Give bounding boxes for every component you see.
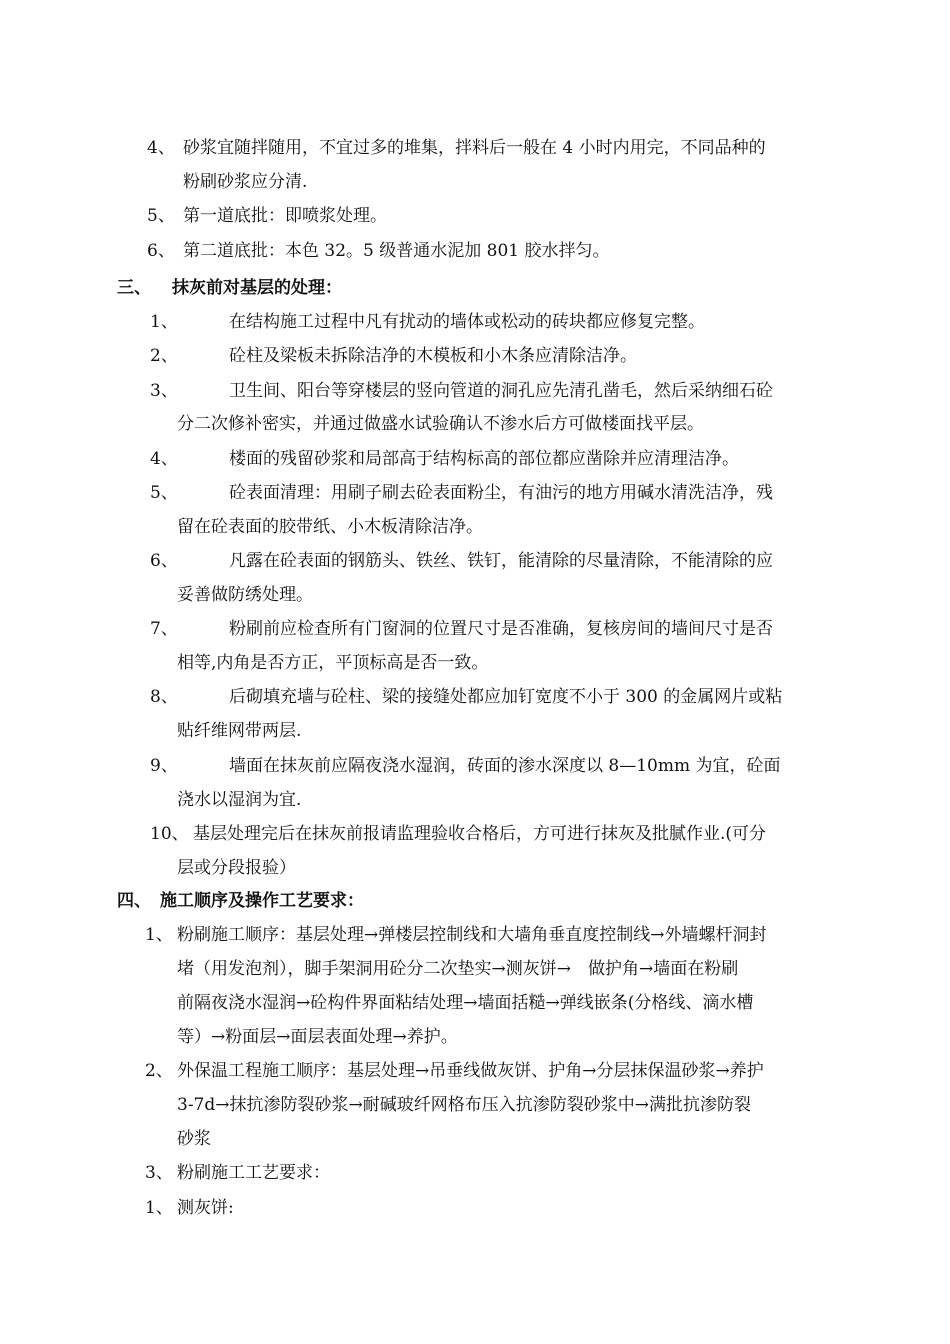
item-text: 后砌填充墙与砼柱、梁的接缝处都应加钉宽度不小于 300 的金属网片或粘	[229, 687, 783, 707]
item-text: 粉刷施工工艺要求：	[177, 1163, 330, 1183]
item-number: 8、	[150, 687, 178, 707]
item-number: 5、	[147, 206, 175, 226]
item-text: 测灰饼:	[177, 1198, 234, 1218]
item-text: 分二次修补密实，并通过做盛水试验确认不渗水后方可做楼面找平层。	[177, 414, 704, 434]
section-heading: 施工顺序及操作工艺要求：	[160, 891, 364, 911]
item-text: 第二道底批：本色 32。5 级普通水泥加 801 胶水拌匀。	[183, 241, 610, 261]
item-text: 第一道底批：即喷浆处理。	[183, 206, 387, 226]
item-text: 层或分段报验）	[177, 858, 296, 878]
section-number: 三、	[117, 278, 151, 298]
item-number: 4、	[150, 449, 178, 469]
item-number: 3、	[150, 381, 178, 401]
item-text: 砼柱及梁板未拆除洁净的木模板和小木条应清除洁净。	[229, 346, 637, 366]
item-number: 6、	[150, 551, 178, 571]
item-number: 1、	[145, 925, 173, 945]
item-text: 基层处理完后在抹灰前报请监理验收合格后，方可进行抹灰及批腻作业.(可分	[193, 824, 767, 844]
item-text: 浇水以湿润为宜.	[177, 790, 302, 810]
item-text: 墙面在抹灰前应隔夜浇水湿润，砖面的渗水深度以 8—10mm 为宜，砼面	[229, 756, 781, 776]
item-text: 粉刷前应检查所有门窗洞的位置尺寸是否准确，复核房间的墙间尺寸是否	[229, 619, 773, 639]
item-number: 7、	[150, 619, 178, 639]
item-text: 凡露在砼表面的钢筋头、铁丝、铁钉，能清除的尽量清除，不能清除的应	[229, 551, 773, 571]
item-text: 贴纤维网带两层.	[177, 721, 302, 741]
item-number: 2、	[150, 346, 178, 366]
item-number: 3、	[145, 1163, 173, 1183]
item-number: 9、	[150, 756, 178, 776]
item-number: 4、	[147, 138, 175, 158]
item-text: 在结构施工过程中凡有扰动的墙体或松动的砖块都应修复完整。	[229, 312, 705, 332]
item-text: 留在砼表面的胶带纸、小木板清除洁净。	[177, 517, 483, 537]
item-number: 5、	[150, 483, 178, 503]
section-heading: 抹灰前对基层的处理：	[172, 278, 342, 298]
item-number: 1、	[150, 312, 178, 332]
item-text: 相等,内角是否方正，平顶标高是否一致。	[177, 653, 489, 673]
item-text: 3-7d→抹抗渗防裂砂浆→耐碱玻纤网格布压入抗渗防裂砂浆中→满批抗渗防裂	[177, 1095, 751, 1115]
item-text: 砂浆宜随拌随用，不宜过多的堆集，拌料后一般在 4 小时内用完，不同品种的	[183, 138, 766, 158]
item-text: 砂浆	[177, 1129, 211, 1149]
item-number: 2、	[145, 1061, 173, 1081]
item-number: 6、	[147, 241, 175, 261]
item-text: 楼面的残留砂浆和局部高于结构标高的部位都应凿除并应清理洁净。	[229, 449, 739, 469]
item-text: 卫生间、阳台等穿楼层的竖向管道的洞孔应先清孔凿毛，然后采纳细石砼	[229, 381, 773, 401]
item-number: 10、	[150, 824, 189, 844]
item-text: 前隔夜浇水湿润→砼构件界面粘结处理→墙面括糙→弹线嵌条(分格线、滴水槽	[177, 993, 754, 1013]
item-text: 粉刷砂浆应分清.	[183, 172, 308, 192]
item-text: 妥善做防绣处理。	[177, 585, 313, 605]
item-text: 等）→粉面层→面层表面处理→养护。	[177, 1027, 458, 1047]
item-text: 外保温工程施工顺序：基层处理→吊垂线做灰饼、护角→分层抹保温砂浆→养护	[177, 1061, 764, 1081]
item-text: 粉刷施工顺序：基层处理→弹楼层控制线和大墙角垂直度控制线→外墙螺杆洞封	[177, 925, 767, 945]
item-number: 1、	[145, 1198, 173, 1218]
section-number: 四、	[117, 891, 151, 911]
item-text: 堵（用发泡剂），脚手架洞用砼分二次垫实→测灰饼→ 做护角→墙面在粉刷	[177, 959, 739, 979]
item-text: 砼表面清理：用刷子刷去砼表面粉尘，有油污的地方用碱水清洗洁净，残	[229, 483, 773, 503]
